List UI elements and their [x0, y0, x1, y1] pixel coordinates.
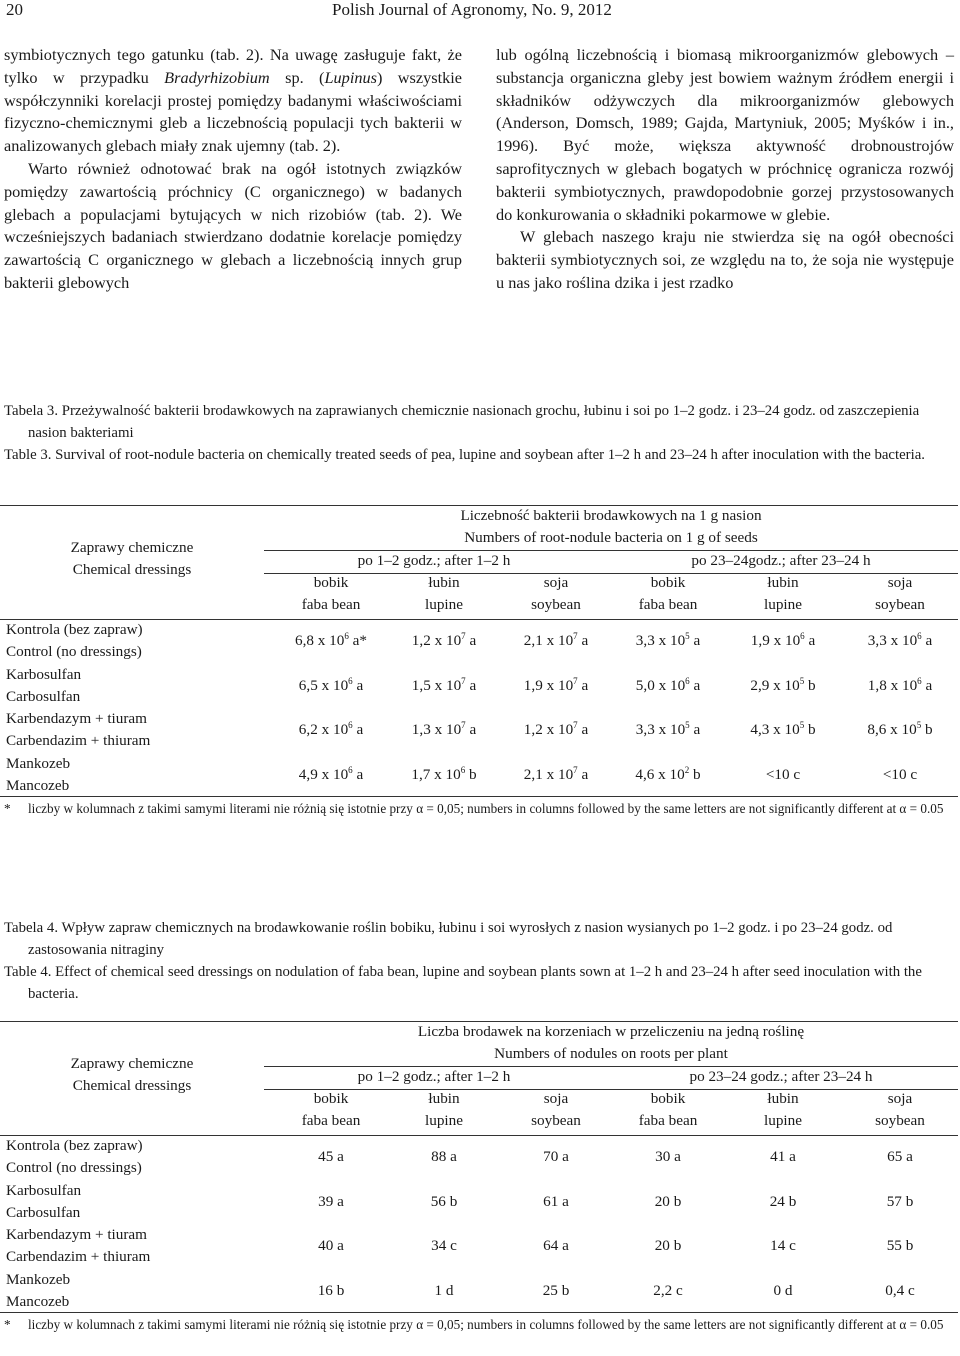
table-cell: 65 a: [887, 1148, 913, 1165]
table-cell: 20 b: [654, 1237, 682, 1254]
time-header: po 1–2 godz.; after 1–2 h: [357, 552, 511, 569]
cell-mantissa: 4,6 x 10: [635, 765, 685, 783]
cell-significance: b: [921, 721, 933, 738]
cell-mantissa: 6,5 x 10: [298, 676, 349, 694]
cell-mantissa: 1,2 x 10: [411, 632, 462, 649]
cell-significance: a: [577, 632, 589, 649]
cell-exponent: 5: [799, 720, 805, 730]
column-header-en: soybean: [531, 1112, 581, 1129]
species-name: Bradyrhizobium: [164, 67, 270, 87]
group-header-pl: Liczebność bakterii brodawkowych na 1 g nasion: [460, 507, 762, 524]
table-cell: 30 a: [655, 1148, 681, 1165]
table4-caption: [4, 917, 956, 1005]
footnote-text: liczby w kolumnach z takimi samymi literami nie różnią się istotnie przy α = 0,05; numbers in columns followed by the same letters are not significantly different at α = 0.05: [28, 801, 944, 816]
cell-exponent: 7: [461, 720, 466, 730]
cell-significance: b: [804, 676, 816, 694]
cell-significance: a: [465, 721, 477, 738]
cell-mantissa: 3,3 x 10: [867, 632, 918, 649]
caption-en: Table 3. Survival of root-nodule bacteria on chemically treated seeds of pea, lupine and soybean after 1–2 h and 23–24 h after inoculation with the bacteria.: [4, 447, 925, 463]
column-header-pl: soja: [887, 574, 913, 591]
row-label-pl: Karbosulfan: [6, 1181, 82, 1199]
stub-header-pl: Zaprawy chemiczne: [70, 1055, 194, 1072]
cell-significance: a: [689, 676, 701, 694]
table-cell: 64 a: [543, 1237, 569, 1254]
table-cell: 55 b: [886, 1237, 914, 1254]
table-cell: 61 a: [543, 1192, 569, 1210]
cell-mantissa: 3,3 x 10: [635, 632, 686, 649]
cell-mantissa: <10 c: [765, 765, 801, 783]
table-cell: 14 c: [770, 1237, 796, 1254]
journal-title: Polish Journal of Agronomy, No. 9, 2012: [332, 0, 612, 19]
cell-exponent: 6: [460, 764, 466, 775]
right-column: [496, 44, 954, 295]
cell-exponent: 6: [348, 764, 353, 775]
caption-en: Table 4. Effect of chemical seed dressings on nodulation of faba bean, lupine and soybean plants sown at 1–2 h and 23–24 h after seed inoculation with the bacteria.: [4, 964, 922, 1002]
cell-significance: b: [465, 765, 477, 783]
column-header-pl: łubin: [428, 1090, 460, 1107]
row-label-pl: Kontrola (bez zapraw): [6, 621, 143, 638]
cell-exponent: 5: [685, 631, 690, 641]
table-cell: 39 a: [318, 1192, 344, 1210]
cell-exponent: 6: [917, 631, 922, 641]
table-cell: 41 a: [770, 1148, 796, 1165]
cell-significance: a: [921, 676, 933, 694]
footnote-text: liczby w kolumnach z takimi samymi literami nie różnią się istotnie przy α = 0,05; numbers in columns followed by the same letters are not significantly different at α = 0.05: [28, 1317, 944, 1332]
row-label-en: Carbendazim + thiuram: [6, 732, 151, 749]
cell-mantissa: 3,3 x 10: [635, 721, 686, 738]
cell-exponent: 6: [344, 631, 349, 641]
column-header-pl: łubin: [767, 1090, 799, 1107]
table-cell: 57 b: [886, 1192, 914, 1210]
table-cell: [830, 632, 960, 650]
time-header: po 23–24 godz.; after 23–24 h: [689, 1068, 873, 1085]
cell-exponent: 7: [573, 764, 578, 775]
stub-header-en: Chemical dressings: [72, 561, 192, 578]
column-header-en: faba bean: [301, 1112, 361, 1129]
cell-significance: a: [577, 765, 589, 783]
cell-significance: a: [921, 632, 933, 649]
row-label-pl: Mankozeb: [6, 754, 71, 772]
cell-exponent: 6: [348, 675, 353, 686]
stub-header-pl: Zaprawy chemiczne: [70, 539, 194, 556]
paragraph: W glebach naszego kraju nie stwierdza się na ogół obecności bakterii symbiotycznych soi, ze względu na to, że soja nie występuje u nas jako roślina dzika i jest rzadko: [496, 227, 954, 292]
table-cell: [830, 766, 960, 784]
table-rule: [0, 1021, 958, 1022]
cell-mantissa: 6,8 x 10: [295, 632, 345, 649]
row-label-en: Mancozeb: [6, 1292, 70, 1310]
row-label-en: Mancozeb: [6, 776, 70, 794]
cell-significance: b: [804, 721, 816, 738]
caption-pl: Tabela 3. Przeżywalność bakterii brodawkowych na zaprawianych chemicznie nasionach grochu, łubinu i soi po 1–2 godz. i 23–24 godz. od zaszczepienia nasion bakteriami: [4, 403, 920, 441]
row-label-en: Control (no dressings): [6, 643, 142, 660]
cell-exponent: 5: [916, 720, 922, 730]
column-header-pl: łubin: [767, 574, 799, 591]
time-header: po 23–24godz.; after 23–24 h: [691, 552, 871, 569]
table-cell: 40 a: [318, 1237, 344, 1254]
column-header-en: lupine: [425, 1112, 463, 1129]
cell-mantissa: 2,9 x 10: [750, 676, 800, 694]
table-rule: [0, 619, 958, 620]
cell-exponent: 7: [573, 631, 578, 641]
cell-mantissa: 1,2 x 10: [523, 721, 574, 738]
table-cell: 1 d: [434, 1281, 454, 1299]
row-label-en: Carbosulfan: [6, 1203, 81, 1221]
column-header-en: soybean: [875, 596, 925, 613]
cell-mantissa: 2,1 x 10: [523, 632, 574, 649]
table-cell: [830, 677, 960, 695]
cell-exponent: 5: [799, 675, 805, 686]
column-header-pl: bobik: [313, 574, 349, 591]
cell-significance: a: [352, 765, 364, 783]
cell-mantissa: 6,2 x 10: [298, 721, 349, 738]
table3-caption: [4, 400, 956, 466]
table-cell: 0,4 c: [885, 1281, 915, 1299]
cell-significance: a: [689, 721, 701, 738]
column-header-en: faba bean: [638, 596, 698, 613]
time-header: po 1–2 godz.; after 1–2 h: [357, 1068, 511, 1085]
column-header-en: lupine: [764, 1112, 802, 1129]
cell-significance: a: [352, 721, 364, 738]
cell-mantissa: 1,5 x 10: [411, 676, 462, 694]
row-label-pl: Karbendazym + tiuram: [6, 710, 147, 727]
row-label-en: Carbendazim + thiuram: [6, 1248, 151, 1265]
cell-mantissa: 4,9 x 10: [298, 765, 349, 783]
cell-mantissa: 1,8 x 10: [867, 676, 918, 694]
text-run: symbiotycznych tego gatunku (tab. 2). Na uwagę zasługuje fakt, że tylko w przypadku: [4, 45, 462, 87]
column-header-en: soybean: [531, 596, 581, 613]
column-header-en: faba bean: [301, 596, 361, 613]
group-header-en: Numbers of root-nodule bacteria on 1 g of seeds: [464, 529, 758, 546]
cell-exponent: 2: [684, 764, 690, 775]
cell-exponent: 6: [685, 675, 690, 686]
cell-mantissa: 1,9 x 10: [523, 676, 574, 694]
cell-significance: a: [577, 676, 589, 694]
table-footnote: [0, 798, 958, 819]
stub-header-en: Chemical dressings: [72, 1077, 192, 1094]
table-rule: [264, 550, 958, 551]
column-header-pl: soja: [543, 1090, 569, 1107]
cell-mantissa: 4,3 x 10: [750, 721, 800, 738]
cell-mantissa: 1,7 x 10: [411, 765, 461, 783]
table-rule: [0, 1135, 958, 1136]
cell-significance: a: [352, 676, 364, 694]
cell-significance: a*: [348, 632, 367, 649]
text-run: ) wszystkie współczynniki korelacji prostej pomiędzy badanymi właściwościami fizyczno-chemicznymi gleb a liczebnością populacji tych bakterii w analizowanych glebach miały znak ujemny (tab. 2).: [4, 67, 463, 156]
column-header-pl: bobik: [650, 1090, 686, 1107]
table-cell: 88 a: [431, 1148, 457, 1165]
table4: [0, 1021, 958, 1332]
left-column: [4, 44, 462, 295]
row-label-pl: Mankozeb: [6, 1270, 71, 1288]
cell-mantissa: 1,9 x 10: [750, 632, 801, 649]
column-header-pl: soja: [887, 1090, 913, 1107]
table-cell: 34 c: [431, 1237, 457, 1254]
table-cell: 70 a: [543, 1148, 569, 1165]
paragraph: lub ogólną liczebnością i biomasą mikroorganizmów glebowych – substancja organiczna gleby jest bowiem ważnym źródłem energii i składników odżywczych dla mikroorganizmów glebowych (Anderson, Domsch, 1989; Gajda, Martyniuk, 2005; Myśków i in., 1996). Być może, większa aktywność drobnoustrojów saprofitycznych w glebach bogatych w próchnicę ogranicza rozwój bakterii symbiotycznych, prawdopodobnie gorzej przystosowanych do konkurowania o składniki pokarmowe w glebie.: [496, 45, 954, 224]
cell-mantissa: <10 c: [882, 765, 918, 783]
cell-mantissa: 1,3 x 10: [411, 721, 462, 738]
cell-exponent: 7: [573, 720, 578, 730]
cell-significance: a: [465, 632, 477, 649]
table-cell: 45 a: [318, 1148, 344, 1165]
cell-mantissa: 5,0 x 10: [635, 676, 686, 694]
paragraph: [4, 44, 462, 158]
column-header-pl: łubin: [428, 574, 460, 591]
column-header-pl: bobik: [650, 574, 686, 591]
table-rule: [0, 505, 958, 506]
column-header-en: faba bean: [638, 1112, 698, 1129]
caption-pl: Tabela 4. Wpływ zapraw chemicznych na brodawkowanie roślin bobiku, łubinu i soi wyrosłych z nasion wysianych po 1–2 godz. i po 23–24 godz. od zastosowania nitraginy: [4, 920, 893, 958]
table-cell: 56 b: [430, 1192, 458, 1210]
column-header-pl: soja: [543, 574, 569, 591]
group-header-en: Numbers of nodules on roots per plant: [494, 1045, 728, 1062]
cell-exponent: 6: [917, 675, 922, 686]
column-header-en: soybean: [875, 1112, 925, 1129]
cell-exponent: 5: [685, 720, 690, 730]
row-label-en: Control (no dressings): [6, 1159, 142, 1176]
text-run: sp. (: [269, 67, 325, 87]
column-header-pl: bobik: [313, 1090, 349, 1107]
row-label-pl: Kontrola (bez zapraw): [6, 1137, 143, 1154]
page-number: 20: [6, 0, 23, 19]
cell-exponent: 7: [461, 675, 466, 686]
group-header-pl: Liczba brodawek na korzeniach w przeliczeniu na jedną roślinę: [417, 1023, 805, 1040]
table-cell: 16 b: [317, 1281, 345, 1299]
cell-significance: a: [689, 632, 701, 649]
cell-exponent: 6: [348, 720, 353, 730]
cell-significance: a: [804, 632, 816, 649]
row-label-pl: Karbosulfan: [6, 665, 82, 683]
cell-mantissa: 2,1 x 10: [523, 765, 574, 783]
cell-significance: a: [465, 676, 477, 694]
table3: [0, 505, 958, 816]
table-footnote: [0, 1314, 958, 1335]
cell-significance: a: [577, 721, 589, 738]
column-header-en: lupine: [425, 596, 463, 613]
table-rule: [264, 1066, 958, 1067]
column-header-en: lupine: [764, 596, 802, 613]
cell-exponent: 7: [461, 631, 466, 641]
table-rule: [0, 1312, 958, 1313]
table-cell: 25 b: [542, 1281, 570, 1299]
footnote-marker: *: [4, 801, 11, 816]
row-label-en: Carbosulfan: [6, 687, 81, 705]
table-cell: [830, 721, 960, 739]
species-name: Lupinus: [324, 67, 377, 87]
table-cell: 0 d: [773, 1281, 793, 1299]
table-cell: 24 b: [769, 1192, 797, 1210]
table-cell: 20 b: [654, 1192, 682, 1210]
cell-exponent: 6: [800, 631, 805, 641]
cell-significance: b: [689, 765, 701, 783]
cell-mantissa: 8,6 x 10: [867, 721, 917, 738]
row-label-pl: Karbendazym + tiuram: [6, 1226, 147, 1243]
table-cell: 2,2 c: [653, 1281, 683, 1299]
table-rule: [0, 796, 958, 797]
paragraph: Warto również odnotować brak na ogół istotnych związków pomiędzy zawartością próchnicy (C organicznego) w badanych glebach a populacjami bytujących w nich rizobiów (tab. 2). We wcześniejszych badaniach stwierdzano dodatnie korelacje pomiędzy zawartością C organicznego w glebach a liczebnością innych grup bakterii glebowych: [4, 158, 462, 292]
cell-exponent: 7: [573, 675, 578, 686]
footnote-marker: *: [4, 1317, 11, 1332]
